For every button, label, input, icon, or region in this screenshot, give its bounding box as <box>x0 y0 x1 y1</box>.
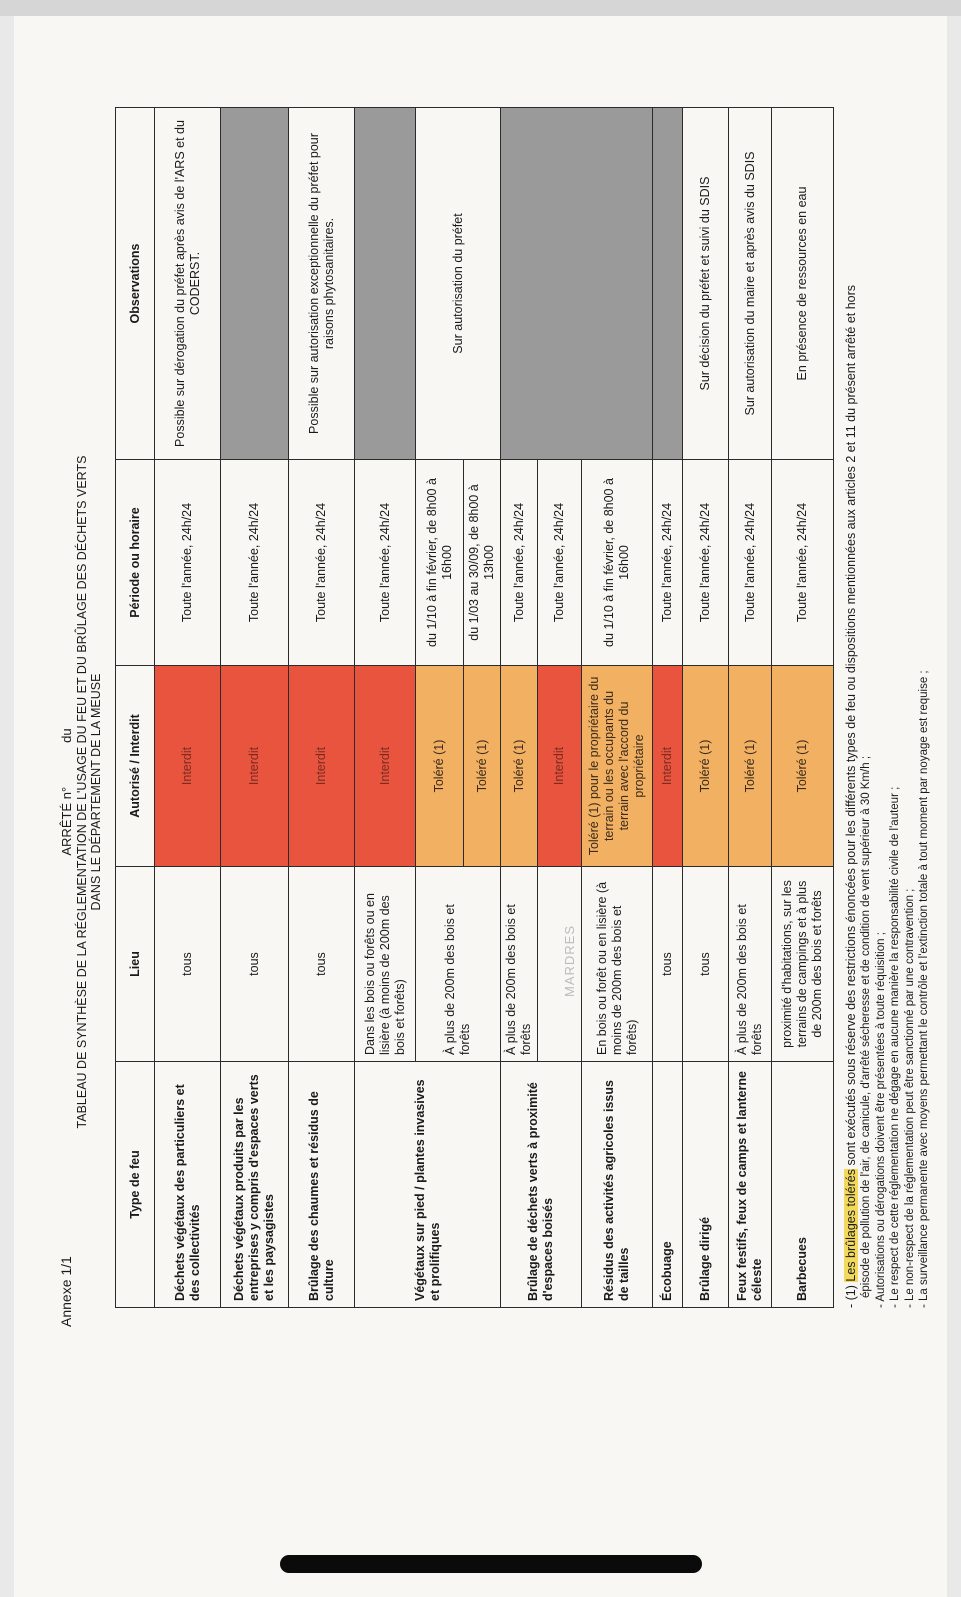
status-cell-tolere: Toléré (1) <box>501 666 538 867</box>
annexe-label: Annexe 1/1 <box>58 1256 74 1327</box>
table-row <box>683 108 729 1308</box>
periode-cell: du 1/10 à fin février, de 8h00 à 16h00 <box>582 460 653 666</box>
table-header-row <box>116 108 155 1308</box>
lieu-cell: Dans les bois ou forêts ou en lisière (à moins de 200m des bois et forêts) <box>355 867 416 1062</box>
status-cell-tolere: Toléré (1) <box>464 666 501 867</box>
type-cell: Brûlage des chaumes et résidus de culture <box>289 1062 355 1308</box>
type-cell: Brûlage dirigé <box>683 1062 729 1308</box>
observation-cell-empty <box>355 108 416 460</box>
periode-cell: Toute l'année, 24h/24 <box>653 460 683 666</box>
table-row <box>772 108 834 1308</box>
lieu-cell: tous <box>221 867 289 1062</box>
type-cell: Résidus des activités agricoles issus de tailles <box>582 1062 653 1308</box>
faded-stamp: MARDRES <box>562 924 577 997</box>
status-cell-tolere: Toléré (1) pour le propriétaire du terrain ou les occupants du terrain avec l'accord du propriétaire <box>582 666 653 867</box>
highlighted-text: Les brûlages tolérés <box>844 1169 858 1282</box>
column-header-lieu: Lieu <box>116 867 155 1062</box>
observation-cell: Possible sur dérogation du préfet après avis de l'ARS et du CODERST. <box>155 108 221 460</box>
periode-cell: du 1/10 à fin février, de 8h00 à 16h00 <box>416 460 464 666</box>
status-cell-interdit: Interdit <box>538 666 582 867</box>
type-cell: Déchets végétaux des particuliers et des collectivités <box>155 1062 221 1308</box>
observation-cell-empty <box>501 108 653 460</box>
lieu-cell: À plus de 200m des bois et forêts <box>729 867 772 1062</box>
column-header-auto: Autorisé / Interdit <box>116 666 155 867</box>
rotated-document <box>14 16 947 1597</box>
footnotes <box>844 48 932 1308</box>
footnote-1-text: sont exécutés sous réserve des restrictions énoncées pour les différents types de feu ou dispositions mentionnées aux articles 2 et 11 du présent arrêté et hors <box>844 284 858 1170</box>
periode-cell: Toute l'année, 24h/24 <box>683 460 729 666</box>
table-row <box>501 108 538 1308</box>
footnote-1-continuation: épisode de pollution de l'air, de canicule, d'arrêté sécheresse et de condition de vent supérieur à 30 Km/h ; <box>860 755 872 1298</box>
synthesis-table <box>115 107 834 1308</box>
status-cell-interdit: Interdit <box>289 666 355 867</box>
type-cell: Feux festifs, feux de camps et lanterne céleste <box>729 1062 772 1308</box>
status-cell-tolere: Toléré (1) <box>683 666 729 867</box>
footnote-5: - La surveillance permanente avec moyens permettant le contrôle et l'extinction totale à tout moment par noyage est requise ; <box>918 670 930 1308</box>
lieu-cell: tous <box>683 867 729 1062</box>
type-cell: Barbecues <box>772 1062 834 1308</box>
arrete-label: ARRÊTÉ n° <box>59 786 74 856</box>
status-cell-interdit: Interdit <box>653 666 683 867</box>
observation-cell-empty <box>653 108 683 460</box>
observation-cell: Sur autorisation du maire et après avis du SDIS <box>729 108 772 460</box>
table-row <box>729 108 772 1308</box>
footnote-2: - Autorisations ou dérogations doivent être présentées à toute réquisition ; <box>874 932 887 1308</box>
table-row <box>355 108 416 1308</box>
lieu-cell: proximité d'habitations, sur les terrains de campings et à plus de 200m des bois et forêts <box>772 867 834 1062</box>
du-label: du <box>59 728 74 743</box>
periode-cell: Toute l'année, 24h/24 <box>155 460 221 666</box>
observation-cell: Possible sur autorisation exceptionnelle du préfet pour raisons phytosanitaires. <box>289 108 355 460</box>
lieu-cell-empty <box>538 867 582 1062</box>
type-cell: Végétaux sur pied / plantes invasives et prolifiques <box>355 1062 501 1308</box>
status-bar <box>0 0 961 16</box>
periode-cell: du 1/03 au 30/09, de 8h00 à 13h00 <box>464 460 501 666</box>
table-row <box>289 108 355 1308</box>
status-cell-interdit: Interdit <box>355 666 416 867</box>
status-cell-tolere: Toléré (1) <box>772 666 834 867</box>
lieu-cell: À plus de 200m des bois et forêts <box>501 867 538 1062</box>
footnote-4: - Le non-respect de la réglementation peut être sanctionné par une contravention ; <box>903 888 916 1308</box>
lieu-cell: tous <box>155 867 221 1062</box>
home-indicator-bar[interactable] <box>280 1555 702 1573</box>
status-cell-interdit: Interdit <box>155 666 221 867</box>
table-row <box>155 108 221 1308</box>
scanned-page <box>14 16 947 1597</box>
periode-cell: Toute l'année, 24h/24 <box>538 460 582 666</box>
periode-cell: Toute l'année, 24h/24 <box>729 460 772 666</box>
observation-cell-empty <box>221 108 289 460</box>
document-subtitle: DANS LE DÉPARTEMENT DE LA MEUSE <box>89 673 103 911</box>
observation-cell: Sur décision du préfet et suivi du SDIS <box>683 108 729 460</box>
lieu-cell: tous <box>653 867 683 1062</box>
status-cell-tolere: Toléré (1) <box>729 666 772 867</box>
column-header-periode: Période ou horaire <box>116 460 155 666</box>
lieu-cell: En bois ou forêt ou en lisière (à moins de 200m des bois et forêts) <box>582 867 653 1062</box>
table-row <box>221 108 289 1308</box>
table-row <box>653 108 683 1308</box>
status-cell-interdit: Interdit <box>221 666 289 867</box>
lieu-cell: tous <box>289 867 355 1062</box>
lieu-cell: À plus de 200m des bois et forêts <box>416 867 501 1062</box>
column-header-type: Type de feu <box>116 1062 155 1308</box>
footnote-3: - Le respect de cette réglementation ne dégage en aucune manière la responsabilité civile de l'auteur ; <box>889 786 901 1308</box>
document-header <box>60 392 104 1192</box>
status-cell-tolere: Toléré (1) <box>416 666 464 867</box>
observation-cell: En présence de ressources en eau <box>772 108 834 460</box>
periode-cell: Toute l'année, 24h/24 <box>772 460 834 666</box>
periode-cell: Toute l'année, 24h/24 <box>501 460 538 666</box>
column-header-observations: Observations <box>116 108 155 460</box>
periode-cell: Toute l'année, 24h/24 <box>355 460 416 666</box>
document-title: TABLEAU DE SYNTHÈSE DE LA RÉGLEMENTATION DE L'USAGE DU FEU ET DU BRÛLAGE DES DÉCHETS VERTS <box>74 455 89 1129</box>
footnote-1-prefix: - (1) <box>844 1281 858 1308</box>
type-cell: Brûlage de déchets verts à proximité d'espaces boisés <box>501 1062 582 1308</box>
footnote-1 <box>844 48 859 1308</box>
observation-cell: Sur autorisation du préfet <box>416 108 501 460</box>
periode-cell: Toute l'année, 24h/24 <box>289 460 355 666</box>
type-cell: Déchets végétaux produits par les entreprises y compris d'espaces verts et les paysagistes <box>221 1062 289 1308</box>
type-cell: Écobuage <box>653 1062 683 1308</box>
periode-cell: Toute l'année, 24h/24 <box>221 460 289 666</box>
